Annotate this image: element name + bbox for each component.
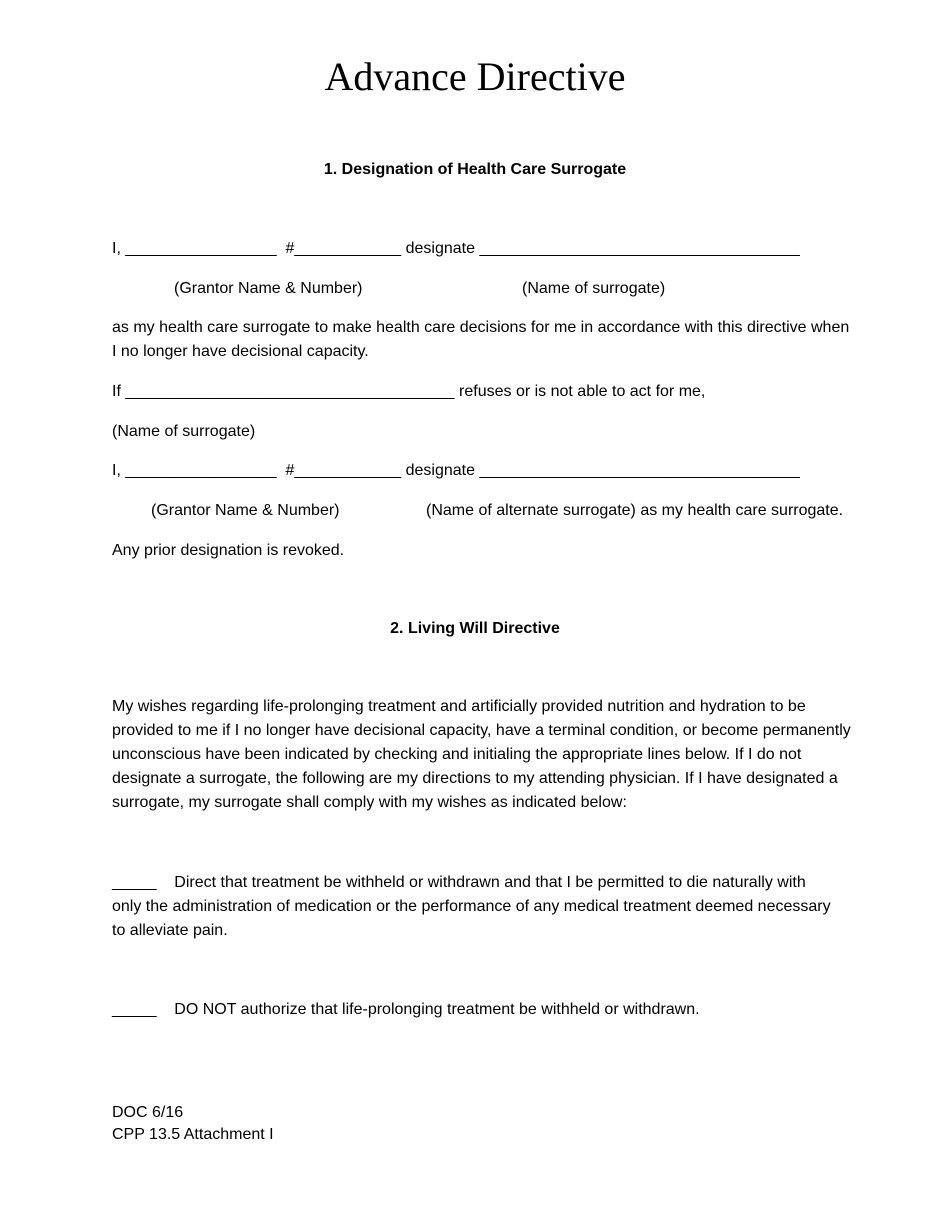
grantor-designation-line: I, _________________ #____________ designate ____________________________________ [112,240,800,257]
document-title: Advance Directive [324,54,626,99]
section-2-heading: 2. Living Will Directive [390,620,560,637]
footer-doc-date: DOC 6/16 [112,1104,184,1121]
surrogate-name-caption-2: (Name of surrogate) [112,423,256,440]
living-will-wishes-paragraph: My wishes regarding life-prolonging treatment and artificially provided nutrition and hydration to be provided to me if I no longer have decisional capacity, have a terminal condition, or become permanently unconscious have been indicated by checking and initialing the appropriate lines below. If I do not designate a surrogate, the following are my directions to my attending physician. If I have designated a surrogate, my surrogate shall comply with my wishes as indicated below: [112,698,851,811]
option-do-not-withhold: _____ DO NOT authorize that life-prolonging treatment be withheld or withdrawn. [112,1001,700,1018]
revocation-statement: Any prior designation is revoked. [112,542,345,559]
surrogate-purpose-paragraph: as my health care surrogate to make health care decisions for me in accordance with this directive when I no longer have decisional capacity. [112,319,850,360]
option-withhold-treatment: _____ Direct that treatment be withheld or withdrawn and that I be permitted to die naturally with only the administration of medication or the performance of any medical treatment deemed necessary to alleviate pain. [112,874,836,939]
section-1-heading: 1. Designation of Health Care Surrogate [323,161,627,178]
alternate-surrogate-caption: (Name of alternate surrogate) as my health care surrogate. [426,502,844,519]
alternate-designation-line: I, _________________ #____________ designate ____________________________________ [112,462,800,479]
footer-policy-reference: CPP 13.5 Attachment I [112,1126,274,1143]
surrogate-name-caption: (Name of surrogate) [522,280,666,297]
grantor-name-caption: (Grantor Name & Number) [174,280,363,297]
alternate-condition-line: If _____________________________________ refuses or is not able to act for me, [112,383,706,400]
grantor-name-caption-2: (Grantor Name & Number) [151,502,340,519]
